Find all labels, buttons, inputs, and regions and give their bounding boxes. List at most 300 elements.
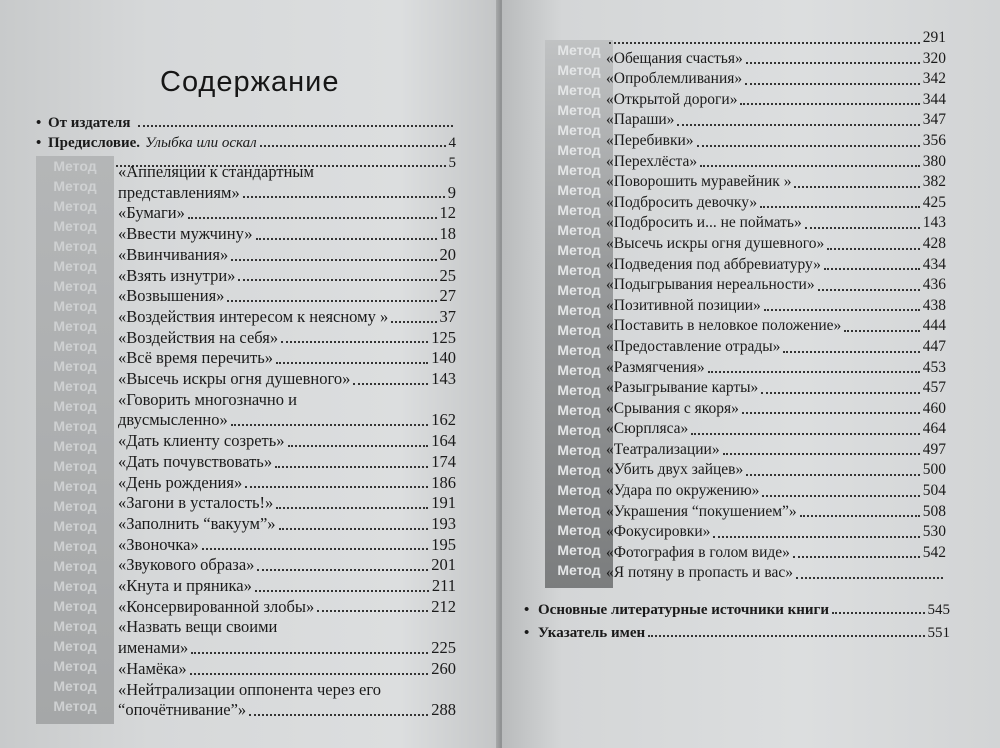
front-entry xyxy=(36,132,456,152)
toc-entry xyxy=(118,493,456,514)
toc-entry-line xyxy=(118,514,456,535)
toc-entry-title: «Параши» xyxy=(606,111,675,129)
toc-entry-page: 291 xyxy=(922,29,946,46)
method-tab-label: Метод xyxy=(557,62,601,78)
toc-entry-line xyxy=(606,337,946,358)
toc-entry xyxy=(118,597,456,618)
method-tab-label: Метод xyxy=(53,398,97,414)
method-tab-label: Метод xyxy=(53,238,97,254)
dot-leader xyxy=(844,330,919,332)
method-tab-label: Метод xyxy=(557,462,601,478)
dot-leader xyxy=(760,206,920,208)
method-tab-label: Метод xyxy=(53,658,97,674)
right-page xyxy=(502,0,1000,748)
dot-leader xyxy=(824,268,920,270)
method-tab-label: Метод xyxy=(53,518,97,534)
toc-entry xyxy=(606,502,946,523)
back-entry xyxy=(524,596,950,619)
toc-entry-page: 20 xyxy=(439,244,456,264)
toc-entry-line xyxy=(118,617,456,638)
method-tab-label: Метод xyxy=(557,282,601,298)
toc-entry-title: «Предоставление отрады» xyxy=(606,337,781,355)
dot-leader xyxy=(648,635,924,637)
toc-entry-page: 25 xyxy=(439,265,456,285)
toc-entry-page: 453 xyxy=(922,358,946,376)
toc-entry-title: «Срывания с якоря» xyxy=(606,399,739,417)
toc-entry-line xyxy=(606,49,946,70)
toc-entry-page: 143 xyxy=(922,214,946,232)
method-tab-label: Метод xyxy=(53,598,97,614)
toc-entry-title: «Перебивки» xyxy=(606,131,694,149)
method-tab-label: Метод xyxy=(557,482,601,498)
toc-entry xyxy=(606,563,946,584)
dot-leader xyxy=(231,259,436,261)
dot-leader xyxy=(281,341,428,343)
method-tab-label: Метод xyxy=(53,218,97,234)
dot-leader xyxy=(740,103,919,105)
toc-entry-line xyxy=(118,597,456,618)
front-entry-label: От издателя xyxy=(48,115,131,131)
toc-entry-line xyxy=(118,473,456,494)
toc-entry-title: «Назвать вещи своими xyxy=(118,617,278,637)
toc-entry-title: «Аппеляции к стандартным xyxy=(118,162,314,181)
toc-entry xyxy=(606,316,946,337)
toc-entry-line xyxy=(606,481,946,502)
toc-entry-title: именами» xyxy=(118,638,189,658)
method-tab-label: Метод xyxy=(557,562,601,578)
toc-entry xyxy=(606,69,946,90)
toc-entry xyxy=(118,431,456,452)
toc-entry xyxy=(606,213,946,234)
toc-entry-title: «Разыгрывание карты» xyxy=(606,379,759,397)
method-tab-label: Метод xyxy=(557,542,601,558)
toc-entry xyxy=(118,514,456,535)
method-tab-label: Метод xyxy=(53,298,97,314)
dot-leader xyxy=(227,300,436,302)
toc-entry xyxy=(118,203,456,224)
method-tab-label: Метод xyxy=(557,522,601,538)
dot-leader xyxy=(231,424,428,426)
toc-entry-page: 382 xyxy=(922,173,946,191)
method-tab-label: Метод xyxy=(53,378,97,394)
toc-entry xyxy=(118,576,456,597)
method-tab-label: Метод xyxy=(53,178,97,194)
toc-entry-title: «День рождения» xyxy=(118,472,243,492)
method-tab-label: Метод xyxy=(53,198,97,214)
method-tab-label: Метод xyxy=(557,162,601,178)
dot-leader xyxy=(138,125,453,127)
toc-entry-page: 191 xyxy=(431,493,456,513)
toc-entry-title: «Бумаги» xyxy=(118,203,185,223)
toc-entry-line xyxy=(118,183,456,204)
method-tab-label: Метод xyxy=(53,698,97,714)
toc-entry-line xyxy=(606,522,946,543)
back-matter-list xyxy=(524,596,950,642)
dot-leader xyxy=(783,351,919,353)
toc-entry xyxy=(118,162,456,203)
toc-entry-title: «Говорить многозначно и xyxy=(118,389,297,409)
toc-entry-page: 174 xyxy=(431,451,456,471)
toc-entry-page: 425 xyxy=(922,193,946,211)
toc-entry xyxy=(606,296,946,317)
toc-entry-page: 27 xyxy=(439,286,456,306)
method-tab-label: Метод xyxy=(557,102,601,118)
dot-leader xyxy=(723,453,920,455)
toc-entry-page: 434 xyxy=(922,255,946,273)
toc-entry-title: «Нейтрализации оппонента через его xyxy=(118,679,381,699)
toc-entry-line xyxy=(606,316,946,337)
toc-entry-title: «Подбросить девочку» xyxy=(606,193,758,211)
toc-entry-title: «Возвышения» xyxy=(118,286,225,306)
toc-entry-title: представлениям» xyxy=(118,182,240,202)
toc-entry-page: 195 xyxy=(431,534,456,554)
toc-entry-line xyxy=(606,378,946,399)
toc-entry-title: «Воздействия интересом к неясному » xyxy=(118,306,389,326)
toc-entry-line xyxy=(606,131,946,152)
toc-entry-page: 347 xyxy=(922,111,946,129)
method-tab-label: Метод xyxy=(53,618,97,634)
back-entry-page: 551 xyxy=(927,625,950,641)
toc-entry xyxy=(606,399,946,420)
toc-entry xyxy=(606,378,946,399)
method-tab-label: Метод xyxy=(53,498,97,514)
dot-leader xyxy=(708,371,920,373)
dot-leader xyxy=(832,612,924,614)
bullet-icon: • xyxy=(36,115,42,131)
method-tab-label: Метод xyxy=(53,358,97,374)
dot-leader xyxy=(353,383,428,385)
toc-entry-page: 530 xyxy=(922,523,946,541)
front-entry xyxy=(36,112,456,132)
toc-entry-title: «Фотография в голом виде» xyxy=(606,543,790,561)
method-tab-label: Метод xyxy=(557,222,601,238)
dot-leader xyxy=(818,289,920,291)
toc-entry xyxy=(606,110,946,131)
dot-leader xyxy=(761,392,919,394)
toc-entry-page: 497 xyxy=(922,440,946,458)
toc-entry-title: «Подыгрывания нереальности» xyxy=(606,276,815,294)
toc-entry-line xyxy=(118,307,456,328)
toc-entry xyxy=(606,481,946,502)
toc-entry-line xyxy=(606,213,946,234)
toc-entry xyxy=(118,224,456,245)
method-tab-label: Метод xyxy=(53,338,97,354)
method-tab-label: Метод xyxy=(557,302,601,318)
toc-entry-title: «Позитивной позиции» xyxy=(606,296,761,314)
toc-entry-line xyxy=(118,390,456,411)
toc-entry xyxy=(606,49,946,70)
back-entry-page: 545 xyxy=(927,602,950,618)
method-tab-label: Метод xyxy=(557,362,601,378)
dot-leader xyxy=(794,186,919,188)
method-tab-label: Метод xyxy=(53,538,97,554)
left-toc-list xyxy=(118,162,456,721)
dot-leader xyxy=(276,362,428,364)
toc-entry-line xyxy=(118,555,456,576)
toc-entry xyxy=(606,255,946,276)
toc-entry-title: двусмысленно» xyxy=(118,410,228,430)
toc-entry-title: «Высечь искры огня душевного» xyxy=(118,369,351,389)
method-tab-label: Метод xyxy=(557,342,601,358)
front-entry-subtitle: Улыбка или оскал xyxy=(145,135,257,151)
toc-entry-page: 320 xyxy=(922,49,946,67)
right-method-tabs xyxy=(545,40,613,588)
toc-entry-title: «Всё время перечить» xyxy=(118,348,273,368)
dot-leader xyxy=(188,217,437,219)
method-tab-label: Метод xyxy=(53,638,97,654)
toc-entry xyxy=(606,337,946,358)
toc-entry xyxy=(118,555,456,576)
dot-leader xyxy=(279,528,429,530)
toc-entry xyxy=(118,535,456,556)
toc-entry-page: 380 xyxy=(922,152,946,170)
toc-entry-line xyxy=(118,162,456,183)
toc-entry-page: 260 xyxy=(431,658,456,678)
toc-entry-line xyxy=(606,193,946,214)
toc-entry-line xyxy=(606,563,946,584)
toc-entry-line xyxy=(606,419,946,440)
method-tab-label: Метод xyxy=(53,318,97,334)
method-tab-label: Метод xyxy=(557,42,601,58)
toc-entry-page: 436 xyxy=(922,276,946,294)
method-tab-label: Метод xyxy=(53,278,97,294)
dot-leader xyxy=(745,83,920,85)
dot-leader xyxy=(746,474,920,476)
toc-entry-page: 164 xyxy=(431,431,456,451)
toc-entry xyxy=(606,28,946,49)
method-tab-label: Метод xyxy=(53,458,97,474)
toc-entry-page: 344 xyxy=(922,90,946,108)
dot-leader xyxy=(190,673,429,675)
method-tab-label: Метод xyxy=(557,202,601,218)
dot-leader xyxy=(288,445,429,447)
method-tab-label: Метод xyxy=(557,182,601,198)
toc-entry-title: «Подведения под аббревиатуру» xyxy=(606,255,821,273)
toc-entry-title: «Сюрпляса» xyxy=(606,420,689,438)
method-tab-label: Метод xyxy=(557,142,601,158)
toc-entry-title: «Взять изнутри» xyxy=(118,265,236,285)
toc-entry-line xyxy=(606,172,946,193)
method-tab-label: Метод xyxy=(557,322,601,338)
dot-leader xyxy=(202,548,429,550)
dot-leader xyxy=(827,248,920,250)
method-tab-label: Метод xyxy=(557,442,601,458)
toc-entry-line xyxy=(118,680,456,701)
toc-entry-line xyxy=(118,410,456,431)
toc-entry-page: 140 xyxy=(431,348,456,368)
toc-entry-title: «Кнута и пряника» xyxy=(118,576,252,596)
method-tab-label: Метод xyxy=(557,402,601,418)
toc-entry-line xyxy=(118,328,456,349)
toc-entry-line xyxy=(118,452,456,473)
toc-entry-page: 508 xyxy=(922,502,946,520)
toc-entry-page: 356 xyxy=(922,131,946,149)
front-entry-label: Предисловие. xyxy=(48,135,141,151)
toc-entry-line xyxy=(118,286,456,307)
toc-entry-line xyxy=(606,152,946,173)
dot-leader xyxy=(238,279,436,281)
toc-entry-line xyxy=(118,638,456,659)
toc-entry-line xyxy=(118,224,456,245)
toc-entry-page: 464 xyxy=(922,420,946,438)
method-tab-label: Метод xyxy=(557,242,601,258)
toc-entry xyxy=(118,328,456,349)
dot-leader xyxy=(391,321,436,323)
toc-entry-title: «Намёка» xyxy=(118,658,187,678)
toc-entry-title: «Удара по окружению» xyxy=(606,482,760,500)
toc-entry-line xyxy=(118,659,456,680)
toc-entry-line xyxy=(606,399,946,420)
toc-entry-page: 193 xyxy=(431,513,456,533)
toc-entry-page: 9 xyxy=(447,182,456,202)
toc-entry-page: 288 xyxy=(431,700,456,720)
toc-entry-page: 201 xyxy=(431,555,456,575)
toc-entry xyxy=(606,358,946,379)
toc-entry-page: 542 xyxy=(922,543,946,561)
dot-leader xyxy=(746,62,920,64)
back-entry-label: Основные литературные источники книги xyxy=(538,602,830,618)
bullet-icon: • xyxy=(524,602,530,618)
method-tab-label: Метод xyxy=(53,418,97,434)
toc-entry xyxy=(606,234,946,255)
toc-entry-title: «Поворошить муравейник » xyxy=(606,173,792,191)
toc-entry-title: «Театрализации» xyxy=(606,440,720,458)
toc-entry-title: «Поставить в неловкое положение» xyxy=(606,317,842,335)
toc-entry-page: 125 xyxy=(431,327,456,347)
toc-entry xyxy=(118,307,456,328)
dot-leader xyxy=(713,536,919,538)
toc-entry-page: 225 xyxy=(431,638,456,658)
toc-entry-line xyxy=(606,69,946,90)
method-tab-label: Метод xyxy=(53,258,97,274)
toc-entry-title: «Заполнить “вакуум”» xyxy=(118,513,276,533)
dot-leader xyxy=(257,569,428,571)
toc-entry xyxy=(606,172,946,193)
toc-entry-title: «Воздействия на себя» xyxy=(118,327,279,347)
dot-leader xyxy=(800,515,920,517)
toc-entry-line xyxy=(118,700,456,721)
dot-leader xyxy=(697,145,920,147)
back-entry-label: Указатель имен xyxy=(538,625,646,641)
toc-entry-title: «Звукового образа» xyxy=(118,555,255,575)
toc-entry xyxy=(606,522,946,543)
method-tab-label: Метод xyxy=(557,382,601,398)
dot-leader xyxy=(191,652,428,654)
toc-entry-line xyxy=(118,203,456,224)
toc-entry xyxy=(118,266,456,287)
toc-entry-page: 342 xyxy=(922,70,946,88)
dot-leader xyxy=(243,196,445,198)
dot-leader xyxy=(275,466,428,468)
toc-entry-title: «Подбросить и... не поймать» xyxy=(606,214,802,232)
bullet-icon: • xyxy=(36,135,42,151)
right-toc-list xyxy=(606,28,946,584)
toc-entry xyxy=(606,543,946,564)
toc-entry-line xyxy=(606,275,946,296)
method-tab-label: Метод xyxy=(53,578,97,594)
toc-entry-line xyxy=(606,440,946,461)
toc-entry-page: 18 xyxy=(439,224,456,244)
method-tab-label: Метод xyxy=(53,478,97,494)
dot-leader xyxy=(762,495,919,497)
method-tab-label: Метод xyxy=(557,82,601,98)
dot-leader xyxy=(245,486,428,488)
toc-entry-page: 447 xyxy=(922,337,946,355)
toc-entry xyxy=(118,617,456,658)
toc-entry-title: «Перехлёста» xyxy=(606,152,698,170)
back-entry xyxy=(524,619,950,642)
toc-entry-line xyxy=(606,358,946,379)
method-tab-label: Метод xyxy=(557,502,601,518)
dot-leader xyxy=(609,42,920,44)
left-method-tabs xyxy=(36,156,114,724)
toc-entry-page: 143 xyxy=(431,369,456,389)
toc-entry xyxy=(118,473,456,494)
dot-leader xyxy=(255,590,429,592)
toc-entry-title: «Украшения “покушением”» xyxy=(606,502,797,520)
toc-entry xyxy=(118,348,456,369)
toc-entry-line xyxy=(606,296,946,317)
toc-entry-title: «Дать почувствовать» xyxy=(118,451,273,471)
toc-entry-page: 444 xyxy=(922,317,946,335)
toc-entry-title: «Опроблемливания» xyxy=(606,70,743,88)
dot-leader xyxy=(317,610,428,612)
method-tab-label: Метод xyxy=(53,158,97,174)
toc-entry-title: «Высечь искры огня душевного» xyxy=(606,234,825,252)
toc-entry-page: 457 xyxy=(922,379,946,397)
bullet-icon: • xyxy=(524,625,530,641)
toc-entry-line xyxy=(118,576,456,597)
toc-entry-line xyxy=(118,245,456,266)
toc-entry xyxy=(118,452,456,473)
method-tab-label: Метод xyxy=(557,422,601,438)
toc-entry-line xyxy=(118,493,456,514)
toc-entry-title: «Ввинчивания» xyxy=(118,244,229,264)
toc-entry xyxy=(118,286,456,307)
toc-entry-line xyxy=(606,234,946,255)
toc-entry-line xyxy=(606,28,946,49)
toc-entry-title: «Убить двух зайцев» xyxy=(606,461,744,479)
dot-leader xyxy=(276,507,428,509)
toc-entry-title: «Я потяну в пропасть и вас» xyxy=(606,564,793,582)
toc-entry-title: «Загони в усталость!» xyxy=(118,493,274,513)
dot-leader xyxy=(700,165,920,167)
toc-entry-line xyxy=(118,535,456,556)
toc-entry-page: 186 xyxy=(431,472,456,492)
toc-entry-title: «Консервированной злобы» xyxy=(118,596,315,616)
front-entry-page: 4 xyxy=(448,135,456,151)
toc-entry-page: 37 xyxy=(439,306,456,326)
toc-entry xyxy=(118,245,456,266)
toc-entry-title: «Ввести мужчину» xyxy=(118,224,253,244)
contents-title: Содержание xyxy=(160,66,340,98)
toc-entry-page: 500 xyxy=(922,461,946,479)
toc-entry-title: «Размягчения» xyxy=(606,358,705,376)
method-tab-label: Метод xyxy=(557,262,601,278)
toc-entry-page: 212 xyxy=(431,596,456,616)
toc-entry xyxy=(118,680,456,721)
dot-leader xyxy=(742,412,920,414)
toc-entry xyxy=(606,193,946,214)
toc-entry-title: “опочётнивание”» xyxy=(118,700,247,720)
toc-entry-page: 460 xyxy=(922,399,946,417)
toc-entry xyxy=(606,419,946,440)
toc-entry xyxy=(606,152,946,173)
front-entry-page: 5 xyxy=(448,155,456,171)
toc-entry-page: 504 xyxy=(922,482,946,500)
toc-entry-title: «Обещания счастья» xyxy=(606,49,743,67)
toc-entry-line xyxy=(118,348,456,369)
